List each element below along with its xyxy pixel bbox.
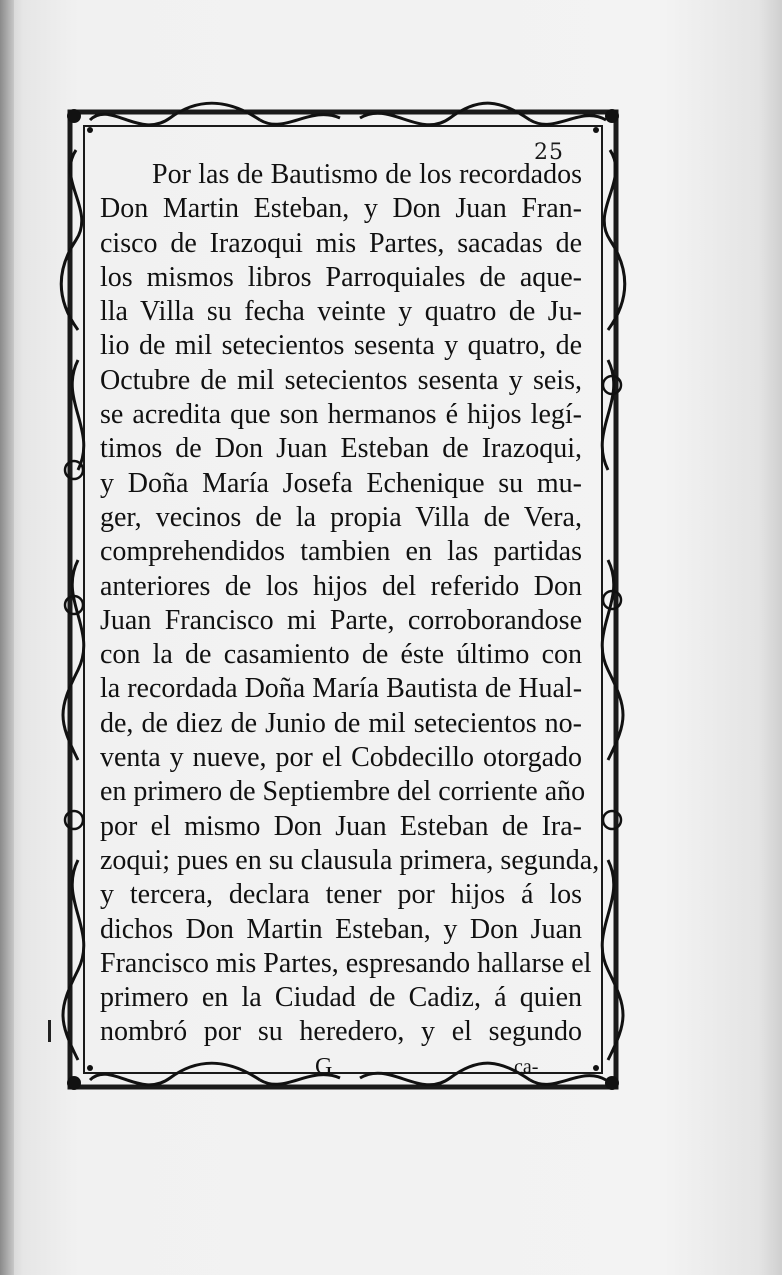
text-line: zoqui; pues en su clausula primera, segunda, bbox=[100, 844, 600, 876]
text-line: Juan Francisco mi Parte, corroborandose bbox=[100, 604, 582, 636]
text-line: lio de mil setecientos sesenta y quatro, de bbox=[100, 330, 582, 362]
text-line: timos de Don Juan Esteban de Irazoqui, bbox=[100, 433, 582, 465]
text-line: Octubre de mil setecientos sesenta y seis, bbox=[100, 364, 582, 396]
text-line: con la de casamiento de éste último con bbox=[100, 639, 582, 671]
text-line: Don Martin Esteban, y Don Juan Fran- bbox=[100, 193, 582, 225]
text-line: los mismos libros Parroquiales de aque- bbox=[100, 261, 582, 293]
text-line: Francisco mis Partes, espresando hallarse el bbox=[100, 947, 592, 979]
text-line: por el mismo Don Juan Esteban de Ira- bbox=[100, 810, 582, 842]
signature-mark: G bbox=[315, 1054, 333, 1080]
text-line: ger, vecinos de la propia Villa de Vera, bbox=[100, 501, 582, 533]
text-line: Por las de Bautismo de los recordados bbox=[152, 159, 582, 190]
text-line: cisco de Irazoqui mis Partes, sacadas de bbox=[100, 227, 582, 259]
text-line: la recordada Doña María Bautista de Hual- bbox=[100, 673, 583, 705]
text-line: en primero de Septiembre del corriente año bbox=[100, 776, 586, 808]
margin-mark bbox=[48, 1020, 51, 1042]
text-line: anteriores de los hijos del referido Don bbox=[100, 570, 582, 602]
text-line: de, de diez de Junio de mil setecientos no- bbox=[100, 707, 582, 739]
text-line: dichos Don Martin Esteban, y Don Juan bbox=[100, 913, 582, 945]
text-line: lla Villa su fecha veinte y quatro de Ju- bbox=[100, 296, 582, 328]
text-line: venta y nueve, por el Cobdecillo otorgado bbox=[100, 742, 582, 774]
body-text bbox=[100, 158, 600, 1050]
text-line: se acredita que son hermanos é hijos legí- bbox=[100, 399, 582, 431]
page-number: 25 bbox=[534, 140, 564, 165]
text-line: y tercera, declara tener por hijos á los bbox=[100, 879, 582, 911]
text-line: nombró por su heredero, y el segundo bbox=[100, 1016, 582, 1048]
text-line: comprehendidos tambien en las partidas bbox=[100, 536, 582, 568]
text-line: primero en la Ciudad de Cadiz, á quien bbox=[100, 982, 582, 1014]
text-line: y Doña María Josefa Echenique su mu- bbox=[100, 467, 582, 499]
catchword: ca- bbox=[514, 1056, 539, 1078]
